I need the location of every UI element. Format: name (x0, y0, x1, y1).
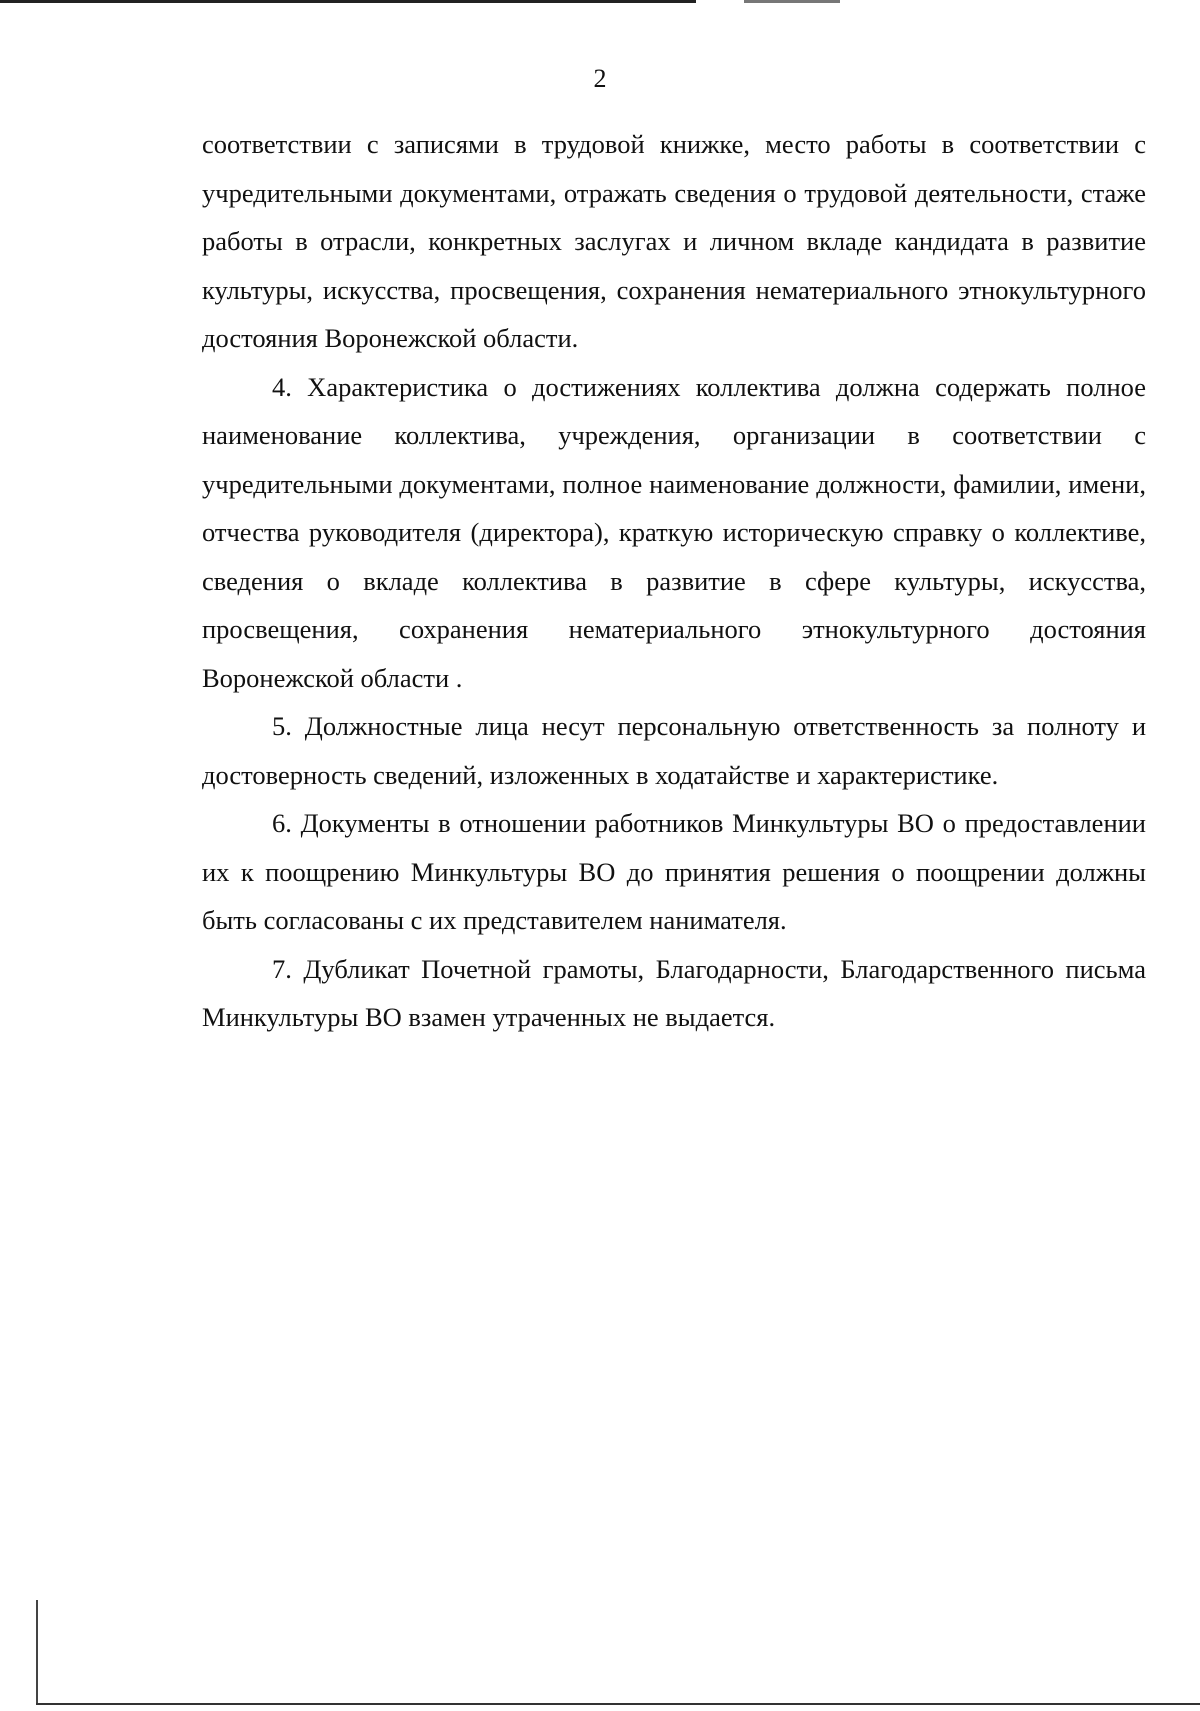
document-body (202, 120, 1146, 1042)
scan-edge-bottom (36, 1703, 1200, 1705)
paragraph-item-7: 7. Дубликат Почетной грамоты, Благодарности, Благодарственного письма Минкультуры ВО взамен утраченных не выдается. (202, 953, 1146, 1032)
scan-edge-top (0, 0, 1200, 3)
paragraph-continuation: соответствии с записями в трудовой книжке, место работы в соответствии с учредительными документами, отражать сведения о трудовой деятельности, стаже работы в отрасли, конкретных заслугах и личном вкладе кандидата в развитие культуры, искусства, просвещения, сохранения нематериального этнокультурного достояния Воронежской области. (202, 129, 1146, 353)
scan-edge-left (36, 1600, 38, 1705)
page-number: 2 (593, 64, 607, 93)
paragraph-item-6: 6. Документы в отношении работников Минкультуры ВО о предоставлении их к поощрению Минкультуры ВО до принятия решения о поощрении должны быть согласованы с их представителем нанимателя. (202, 808, 1146, 935)
paragraph-item-4: 4. Характеристика о достижениях коллектива должна содержать полное наименование коллектива, учреждения, организации в соответствии с учредительными документами, полное наименование должности, фамилии, имени, отчества руководителя (директора), краткую историческую справку о коллективе, сведения о вкладе коллектива в развитие в сфере культуры, искусства, просвещения, сохранения нематериального этнокультурного достояния Воронежской области . (202, 371, 1146, 693)
paragraph-item-5: 5. Должностные лица несут персональную ответственность за полноту и достоверность сведений, изложенных в ходатайстве и характеристике. (202, 711, 1146, 790)
